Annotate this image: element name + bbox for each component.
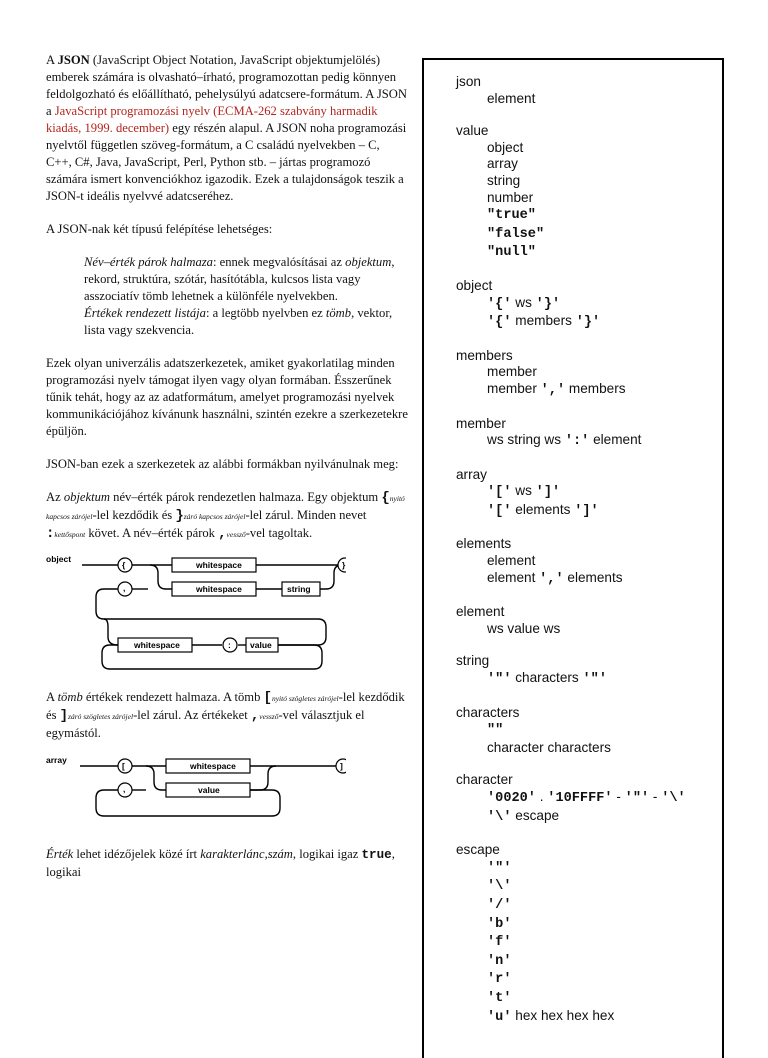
rule-alternative: '/' bbox=[487, 897, 512, 913]
rule-alternative: character characters bbox=[487, 739, 611, 755]
rule-alternative: member bbox=[487, 364, 537, 380]
svg-text:whitespace: whitespace bbox=[196, 560, 242, 570]
rule-name: object bbox=[456, 277, 493, 293]
svg-text::: : bbox=[228, 640, 231, 650]
diagram-array-label: array bbox=[46, 755, 67, 765]
rule-name: characters bbox=[456, 704, 520, 720]
grammar-rule-json bbox=[456, 74, 716, 107]
svg-text:{: { bbox=[122, 560, 126, 570]
grammar-rule-string bbox=[456, 653, 716, 688]
svg-text:whitespace: whitespace bbox=[196, 584, 242, 594]
rule-name: element bbox=[456, 604, 505, 620]
svg-text:value: value bbox=[250, 640, 272, 650]
object-paragraph: Az objektum név–érték párok rendezetlen halmaza. Egy objektum {nyitó kapcsos zárójel-lel kezdődik és }záró kapcsos zárójel-lel zárul. Minden nevet :kettőspont követ. A név–érték párok ,vessző-vel tagoltak. bbox=[46, 490, 405, 542]
grammar-rule-element bbox=[456, 604, 716, 637]
rule-alternative: array bbox=[487, 156, 518, 172]
rule-name: value bbox=[456, 123, 489, 139]
rule-alternative: "false" bbox=[487, 226, 545, 242]
article-body bbox=[46, 52, 408, 897]
structures-intro: A JSON-nak két típusú felépítése lehetséges: bbox=[46, 222, 273, 236]
rule-alternative: 'n' bbox=[487, 953, 512, 969]
rule-name: array bbox=[456, 466, 487, 482]
grammar-rule-escape bbox=[456, 842, 716, 1026]
rule-alternative: 't' bbox=[487, 990, 512, 1006]
rule-alternative: object bbox=[487, 139, 524, 155]
svg-text:whitespace: whitespace bbox=[134, 640, 180, 650]
svg-text:value: value bbox=[198, 785, 220, 795]
rule-alternative: ws value ws bbox=[487, 620, 561, 636]
rule-alternative: member ',' members bbox=[487, 380, 626, 398]
rule-alternative: number bbox=[487, 189, 534, 205]
rule-alternative: 'f' bbox=[487, 935, 512, 951]
array-paragraph: A tömb értékek rendezett halmaza. A tömb [nyitó szögletes zárójel-lel kezdődik és ]záró szögletes zárójel-lel zárul. Az értékeket ,vessző-vel választjuk el egymástól. bbox=[46, 690, 405, 740]
svg-text:[: [ bbox=[122, 761, 125, 771]
grammar-panel bbox=[422, 58, 724, 1058]
svg-text:whitespace: whitespace bbox=[190, 761, 236, 771]
rule-alternative: ws string ws ':' element bbox=[487, 432, 642, 450]
grammar-rule-members bbox=[456, 348, 716, 400]
rule-alternative: '\' bbox=[487, 879, 512, 895]
rule-alternative: '0020' . '10FFFF' - '"' - '\' bbox=[487, 789, 686, 806]
javascript-link[interactable]: JavaScript programozási nyelv (ECMA-262 szabvány harmadik kiadás, 1999. december) bbox=[46, 104, 378, 135]
svg-text:}: } bbox=[342, 560, 346, 570]
rule-name: json bbox=[456, 74, 481, 89]
svg-text:,: , bbox=[123, 583, 126, 593]
rule-alternative: 'u' hex hex hex hex bbox=[487, 1007, 615, 1025]
rule-alternative: '[' elements ']' bbox=[487, 501, 599, 519]
json-term: JSON bbox=[57, 53, 90, 67]
rule-name: members bbox=[456, 347, 513, 363]
rule-alternative: "true" bbox=[487, 208, 536, 224]
rule-name: member bbox=[456, 415, 506, 431]
rule-alternative: "null" bbox=[487, 245, 536, 261]
grammar-rule-value bbox=[456, 123, 716, 262]
forms-paragraph: JSON-ban ezek a szerkezetek az alábbi formákban nyilvánulnak meg: bbox=[46, 457, 399, 471]
rule-alternative: '[' ws ']' bbox=[487, 483, 561, 501]
structure-item-object: Név–érték párok halmaza: ennek megvalósításai az objektum, rekord, struktúra, szótár, hasítótábla, kulcsos lista vagy asszociatív tömb lehetnek a különféle nyelvekben. bbox=[84, 255, 395, 303]
rule-alternative: '"' characters '"' bbox=[487, 670, 607, 688]
json-grammar bbox=[456, 74, 716, 1042]
grammar-rule-characters bbox=[456, 705, 716, 757]
grammar-rule-elements bbox=[456, 536, 716, 588]
rule-alternative: element bbox=[487, 90, 536, 106]
grammar-rule-member bbox=[456, 416, 716, 451]
rule-name: escape bbox=[456, 842, 500, 858]
svg-text:string: string bbox=[287, 584, 311, 594]
rule-name: string bbox=[456, 653, 490, 669]
rule-name: elements bbox=[456, 536, 512, 552]
rule-alternative: '"' bbox=[487, 860, 512, 876]
rule-alternative: '\' escape bbox=[487, 807, 560, 825]
diagram-object-label: object bbox=[46, 554, 72, 564]
rule-alternative: string bbox=[487, 172, 521, 188]
rule-alternative: element bbox=[487, 553, 536, 569]
grammar-rule-object bbox=[456, 278, 716, 332]
universal-paragraph: Ezek olyan univerzális adatszerkezetek, amiket gyakorlatilag minden programozási nyelv támogat ilyen vagy olyan formában. Ésszerűnek tűnik tehát, hogy az az adatformátum, amelyet programozási nyelvek kommunikációjához kívánunk használni, szintén ezekre a szerkezetekre épüljön. bbox=[46, 356, 408, 438]
grammar-rule-character bbox=[456, 772, 716, 826]
structure-item-array: Értékek rendezett listája: a legtöbb nyelvben ez tömb, vektor, lista vagy szekvencia. bbox=[84, 306, 393, 337]
grammar-rule-array bbox=[456, 467, 716, 521]
object-railroad-diagram bbox=[46, 553, 346, 675]
rule-name: character bbox=[456, 772, 513, 788]
array-railroad-diagram bbox=[46, 752, 346, 832]
rule-alternative: element ',' elements bbox=[487, 569, 623, 587]
svg-text:,: , bbox=[123, 784, 126, 794]
rule-alternative: '{' ws '}' bbox=[487, 294, 561, 312]
rule-alternative: 'b' bbox=[487, 916, 512, 932]
rule-alternative: "" bbox=[487, 723, 504, 739]
structure-list bbox=[46, 254, 408, 339]
svg-text:]: ] bbox=[340, 761, 343, 771]
rule-alternative: 'r' bbox=[487, 972, 512, 988]
value-paragraph: Érték lehet idézőjelek közé írt karakterlánc,szám, logikai igaz true, logikai bbox=[46, 847, 395, 879]
intro-paragraph: A JSON (JavaScript Object Notation, JavaScript objektumjelölés) emberek számára is olvasható–írható, programozottan pedig könnyen feldolgozható és előállítható, pehelysúlyú adatcsere-formátum. A JSON a JavaScript programozási nyelv (ECMA-262 szabvány harmadik kiadás, 1999. december) egy részén alapul. A JSON noha programozási nyelvtől független szöveg-formátum, a C családú nyelvekben – C, C++, C#, Java, JavaScript, Perl, Python stb. – jártas programozó számára ismert konvenciókhoz igazodik. Ezek a tulajdonságok teszik a JSON-t ideális nyelvvé adatcseréhez. bbox=[46, 53, 407, 203]
rule-alternative: '{' members '}' bbox=[487, 313, 601, 331]
